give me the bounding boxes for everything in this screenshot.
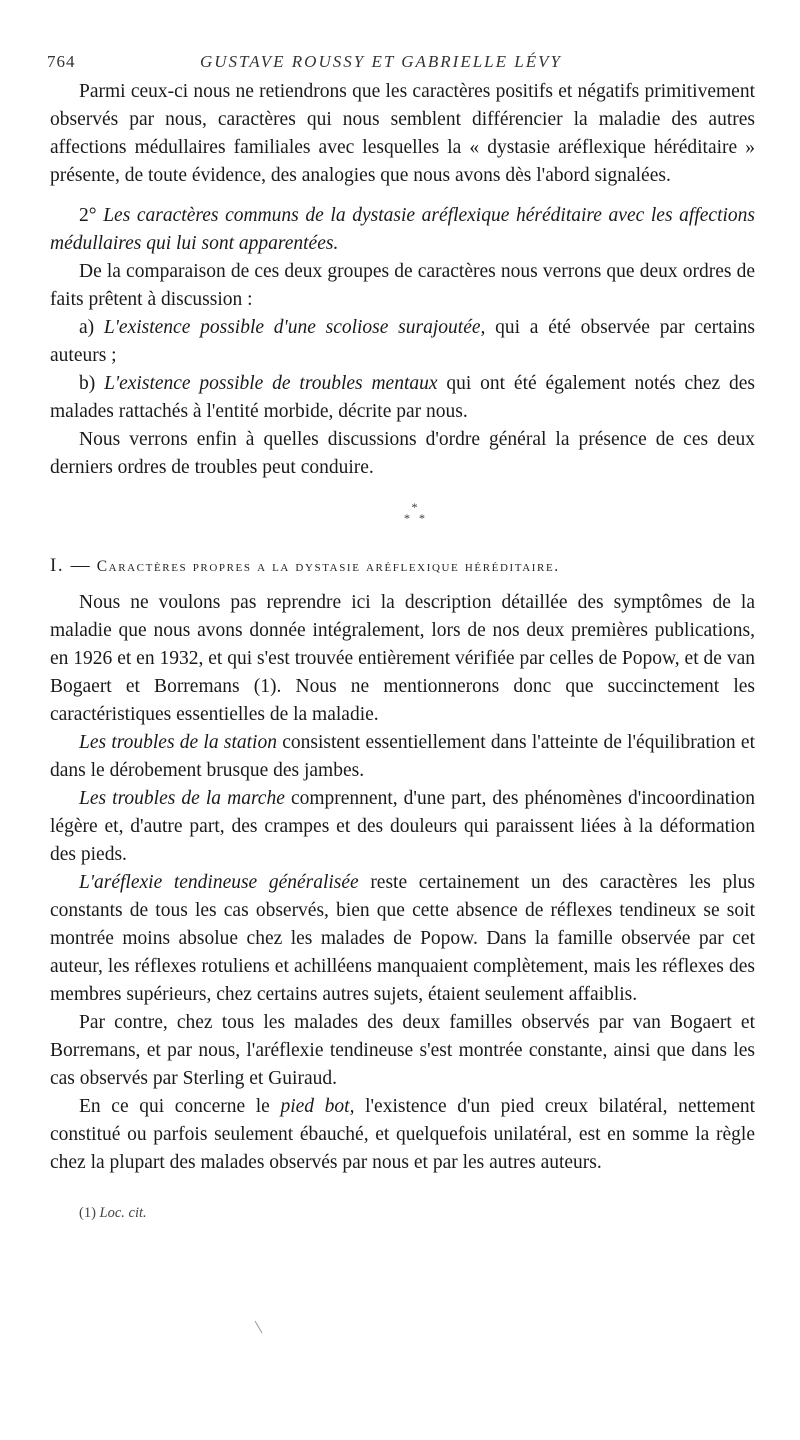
station-text: consistent essentiellement dans l'atteinte de l'équilibration et dans le dérobement brusque des jambes. xyxy=(50,732,756,781)
footnote-marker: (1) xyxy=(79,1205,96,1221)
pied-bot-title: pied bot, xyxy=(280,1096,355,1117)
intro-paragraph xyxy=(50,78,755,190)
running-head xyxy=(47,52,755,78)
item-a-title: L'existence possible d'une scoliose surajoutée, xyxy=(103,317,486,338)
point-2-heading xyxy=(50,202,755,258)
item-b-rest: qui ont été également notés chez des malades rattachés à l'entité morbide, décrite par nous. xyxy=(50,373,756,422)
asterism-divider xyxy=(62,502,767,524)
body-paragraph-contre: Par contre, chez tous les malades des deux familles observés par van Bogaert et Borremans, et par nous, l'aréflexie tendineuse s'est montrée constante, ainsi que dans les cas observés par Sterling et Guiraud. xyxy=(50,1012,755,1089)
footnote xyxy=(50,1199,755,1227)
asterism-top: * xyxy=(411,500,418,514)
page xyxy=(47,52,756,1227)
item-b-title: L'existence possible de troubles mentaux xyxy=(104,373,438,394)
body-paragraph-pied-bot xyxy=(50,1093,755,1177)
stray-mark xyxy=(255,1321,263,1334)
body-paragraph-station xyxy=(50,729,755,785)
running-head-authors: GUSTAVE ROUSSY ET GABRIELLE LÉVY xyxy=(200,52,562,71)
body-paragraph-1: Nous ne voulons pas reprendre ici la description détaillée des symptômes de la maladie que nous avons donnée intégralement, lors de nos deux premières publications, en 1926 et en 1932, et qui s'est trouvée entièrement vérifiée par celles de Popow, et de van Bogaert et Borremans (1). Nous ne mentionnerons donc que succinctement les caractéristiques essentielles de la maladie. xyxy=(50,592,755,725)
point-2-closing: Nous verrons enfin à quelles discussions d'ordre général la présence de ces deux derniers ordres de troubles peut conduire. xyxy=(50,429,755,478)
section-heading xyxy=(50,552,755,581)
body-paragraph-areflexie xyxy=(50,869,755,1009)
section-title: Caractères propres a la dystasie aréflexique héréditaire. xyxy=(96,558,560,575)
pied-bot-lead: En ce qui concerne le xyxy=(79,1096,270,1117)
areflexie-text: reste certainement un des caractères les plus constants de tous les cas observés, bien que cette absence de réflexes tendineux se soit montrée moins absolue chez les malades de Popow. Dans la famille observée par cet auteur, les réflexes rotuliens et achilléens manquaient complètement, mais les réflexes des membres supérieurs, chez certains autres sujets, étaient seulement affaiblis. xyxy=(50,872,756,1005)
point-2-number: 2° xyxy=(79,205,97,226)
item-a-rest: qui a été observée par certains auteurs ; xyxy=(50,317,755,366)
pied-bot-text: l'existence d'un pied creux bilatéral, nettement constitué ou parfois seulement ébauché, et quelquefois unilatéral, est en somme la règle chez la plupart des malades observés par nous et par les autres auteurs. xyxy=(50,1096,756,1173)
body-paragraph-marche xyxy=(50,785,755,869)
section-numeral: I. — xyxy=(50,555,92,576)
page-number: 764 xyxy=(47,52,76,71)
footnote-text: Loc. cit. xyxy=(99,1205,147,1221)
marche-title: Les troubles de la marche xyxy=(79,788,285,809)
item-a-marker: a) xyxy=(79,317,95,338)
item-b-marker: b) xyxy=(79,373,96,394)
areflexie-title: L'aréflexie tendineuse généralisée xyxy=(79,872,359,893)
point-2-item-b xyxy=(50,370,755,426)
point-2-title: Les caractères communs de la dystasie aréflexique héréditaire avec les affections médullaires qui lui sont apparentées. xyxy=(50,205,755,254)
marche-text: comprennent, d'une part, des phénomènes d'incoordination légère et, d'autre part, des crampes et des douleurs qui paraissent liées à la déformation des pieds. xyxy=(50,788,756,865)
point-2-lead: De la comparaison de ces deux groupes de caractères nous verrons que deux ordres de faits prêtent à discussion : xyxy=(50,261,755,310)
station-title: Les troubles de la station xyxy=(79,732,277,753)
intro-text: Parmi ceux-ci nous ne retiendrons que les caractères positifs et négatifs primitivement observés par nous, caractères qui nous semblent différencier la maladie des autres affections médullaires familiales avec lesquelles la « dystasie aréflexique héréditaire » présente, de toute évidence, des analogies que nous avons dès l'abord signalées. xyxy=(50,81,755,186)
point-2-item-a xyxy=(50,314,755,370)
asterism-bottom: * * xyxy=(404,511,425,525)
